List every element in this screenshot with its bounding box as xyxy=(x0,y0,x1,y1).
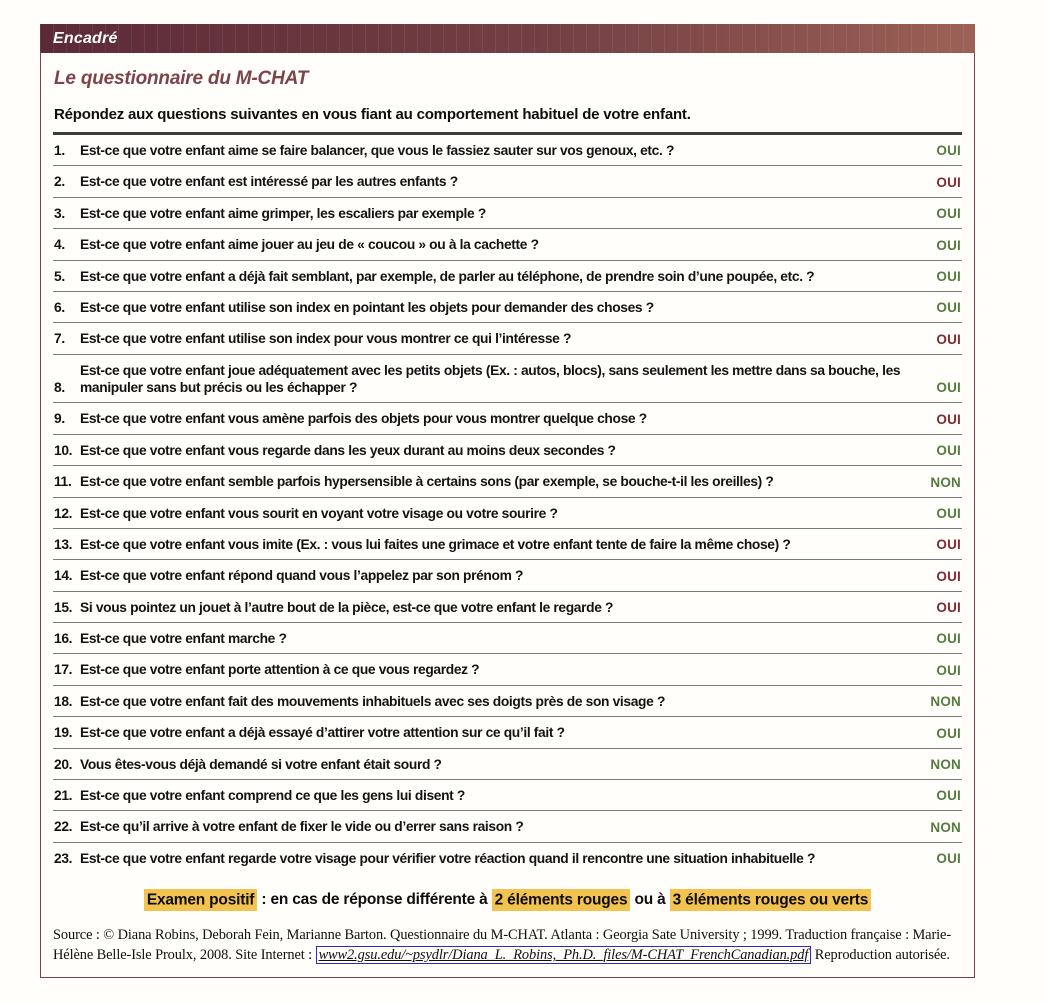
highlighted-text: Examen positif xyxy=(144,889,257,911)
plain-text: ou à xyxy=(630,891,670,908)
question-text: Est-ce que votre enfant a déjà essayé d’attirer votre attention sur ce qu’il fait ? xyxy=(80,725,565,741)
question-text: Est-ce que votre enfant vous amène parfois des objets pour vous montrer quelque chose ? xyxy=(80,411,647,427)
source-text-prefix: Source : © Diana Robins, Deborah Fein, Marianne Barton. Questionnaire du M-CHAT. Atlanta : Georgia Sate University ; 1999. Traduction française : Marie-Hélène Belle-Isle Proulx, 2008. Site Internet : xyxy=(53,927,952,964)
question-number: 11. xyxy=(54,474,72,490)
question-number: 19. xyxy=(54,725,73,741)
question-text: Est-ce qu’il arrive à votre enfant de fixer le vide ou d’errer sans raison ? xyxy=(80,819,524,835)
question-answer: OUI xyxy=(936,788,961,804)
page-title: Le questionnaire du M-CHAT xyxy=(54,68,309,89)
question-text: Est-ce que votre enfant aime jouer au jeu de « coucou » ou à la cachette ? xyxy=(80,237,539,253)
question-answer: OUI xyxy=(936,380,961,396)
question-row xyxy=(53,435,962,466)
question-row xyxy=(53,355,962,404)
question-number: 5. xyxy=(54,268,65,284)
box-header-label: Encadré xyxy=(53,30,118,47)
question-answer: OUI xyxy=(936,537,961,553)
question-answer: OUI xyxy=(936,725,961,741)
question-text: Vous êtes-vous déjà demandé si votre enfant était sourd ? xyxy=(80,756,442,772)
question-text: Est-ce que votre enfant aime se faire balancer, que vous le fassiez sauter sur vos genoux, etc. ? xyxy=(80,143,675,158)
question-number: 22. xyxy=(54,819,73,835)
question-row xyxy=(53,780,962,811)
question-row xyxy=(53,749,962,780)
question-number: 13. xyxy=(54,536,73,552)
question-row xyxy=(53,843,962,873)
highlighted-text: 2 éléments rouges xyxy=(492,889,631,911)
question-row xyxy=(53,529,962,560)
question-text: Est-ce que votre enfant regarde votre visage pour vérifier votre réaction quand il rencontre une situation inhabituelle ? xyxy=(80,850,816,866)
question-row xyxy=(53,498,962,529)
question-answer: OUI xyxy=(936,237,961,253)
question-number: 10. xyxy=(54,442,73,458)
positive-line xyxy=(53,888,962,912)
question-row xyxy=(53,292,962,323)
question-text: Est-ce que votre enfant a déjà fait semblant, par exemple, de parler au téléphone, de prendre soin d’une poupée, etc. ? xyxy=(80,268,815,284)
question-number: 8. xyxy=(54,380,65,395)
question-text: Est-ce que votre enfant vous regarde dans les yeux durant au moins deux secondes ? xyxy=(80,442,616,458)
question-row xyxy=(53,198,962,229)
source-text-suffix: Reproduction autorisée. xyxy=(811,947,950,964)
question-text: Est-ce que votre enfant utilise son index pour vous montrer ce qui l’intéresse ? xyxy=(80,331,572,347)
source-url-link[interactable]: www2.gsu.edu/~psydlr/Diana_L._Robins,_Ph.D._files/M-CHAT_FrenchCanadian.pdf xyxy=(316,946,812,964)
question-text: Est-ce que votre enfant joue adéquatement avec les petits objets (Ex. : autos, blocs), sans seulement les mettre dans sa bouche, les manipuler sans but précis ou les échapper ? xyxy=(80,362,901,395)
question-text: Est-ce que votre enfant vous imite (Ex. : vous lui faites une grimace et votre enfant tente de faire la même chose) ? xyxy=(80,536,791,552)
question-number: 20. xyxy=(54,756,73,772)
question-number: 18. xyxy=(54,693,73,709)
question-number: 21. xyxy=(54,787,73,803)
question-row xyxy=(53,229,962,260)
question-number: 14. xyxy=(54,568,73,584)
question-number: 1. xyxy=(54,143,65,158)
question-text: Est-ce que votre enfant répond quand vous l’appelez par son prénom ? xyxy=(80,568,524,584)
question-row xyxy=(53,166,962,197)
question-row xyxy=(53,135,962,166)
question-row xyxy=(53,466,962,497)
question-answer: OUI xyxy=(936,600,961,615)
question-number: 15. xyxy=(54,599,73,615)
question-answer: NON xyxy=(930,694,961,710)
question-row xyxy=(53,323,962,354)
question-text: Est-ce que votre enfant semble parfois hypersensible à certains sons (par exemple, se bouche-t-il les oreilles) ? xyxy=(80,474,774,490)
question-row xyxy=(53,654,962,685)
question-text: Est-ce que votre enfant marche ? xyxy=(80,631,287,646)
question-number: 17. xyxy=(54,662,73,678)
question-row xyxy=(53,261,962,292)
question-answer: OUI xyxy=(936,206,961,222)
encadre-box xyxy=(40,24,975,978)
question-row xyxy=(53,686,962,717)
question-row xyxy=(53,623,962,654)
question-text: Est-ce que votre enfant est intéressé par les autres enfants ? xyxy=(80,174,458,190)
plain-text: : en cas de réponse différente à xyxy=(257,891,492,908)
question-answer: OUI xyxy=(936,143,961,159)
box-header-bar xyxy=(40,24,975,53)
question-text: Est-ce que votre enfant vous sourit en voyant votre visage ou votre sourire ? xyxy=(80,505,558,521)
question-row xyxy=(53,592,962,623)
question-text: Est-ce que votre enfant fait des mouvements inhabituels avec ses doigts près de son visage ? xyxy=(80,693,666,709)
question-text: Est-ce que votre enfant utilise son index en pointant les objets pour demander des choses ? xyxy=(80,299,654,315)
question-answer: OUI xyxy=(936,300,961,316)
question-answer: OUI xyxy=(936,174,961,190)
question-answer: OUI xyxy=(936,268,961,284)
instruction-text: Répondez aux questions suivantes en vous fiant au comportement habituel de votre enfant. xyxy=(53,106,962,135)
question-answer: OUI xyxy=(936,568,961,584)
question-number: 12. xyxy=(54,505,73,521)
question-text: Est-ce que votre enfant aime grimper, les escaliers par exemple ? xyxy=(80,205,486,221)
question-number: 16. xyxy=(54,631,73,646)
question-number: 9. xyxy=(54,411,65,427)
question-answer: OUI xyxy=(936,851,961,866)
question-number: 4. xyxy=(54,237,65,253)
question-number: 6. xyxy=(54,299,65,315)
question-row xyxy=(53,403,962,434)
question-text: Si vous pointez un jouet à l’autre bout de la pièce, est-ce que votre enfant le regarde ? xyxy=(80,599,614,615)
question-row xyxy=(53,560,962,591)
question-answer: OUI xyxy=(936,505,961,521)
questions-list xyxy=(53,135,962,873)
question-row xyxy=(53,717,962,748)
source-citation xyxy=(53,925,962,965)
question-number: 7. xyxy=(54,331,65,347)
question-answer: OUI xyxy=(936,443,961,459)
box-body xyxy=(40,53,975,978)
question-answer: OUI xyxy=(936,331,961,347)
question-number: 23. xyxy=(54,850,73,866)
question-number: 3. xyxy=(54,205,65,221)
question-answer: NON xyxy=(930,474,961,490)
question-row xyxy=(53,811,962,842)
question-answer: OUI xyxy=(936,411,961,427)
question-answer: OUI xyxy=(936,662,961,678)
highlighted-text: 3 éléments rouges ou verts xyxy=(670,889,872,911)
question-answer: NON xyxy=(930,819,961,835)
question-answer: OUI xyxy=(936,631,961,647)
question-number: 2. xyxy=(54,174,65,190)
question-text: Est-ce que votre enfant porte attention à ce que vous regardez ? xyxy=(80,662,480,678)
question-answer: NON xyxy=(930,756,961,772)
question-text: Est-ce que votre enfant comprend ce que les gens lui disent ? xyxy=(80,787,465,803)
